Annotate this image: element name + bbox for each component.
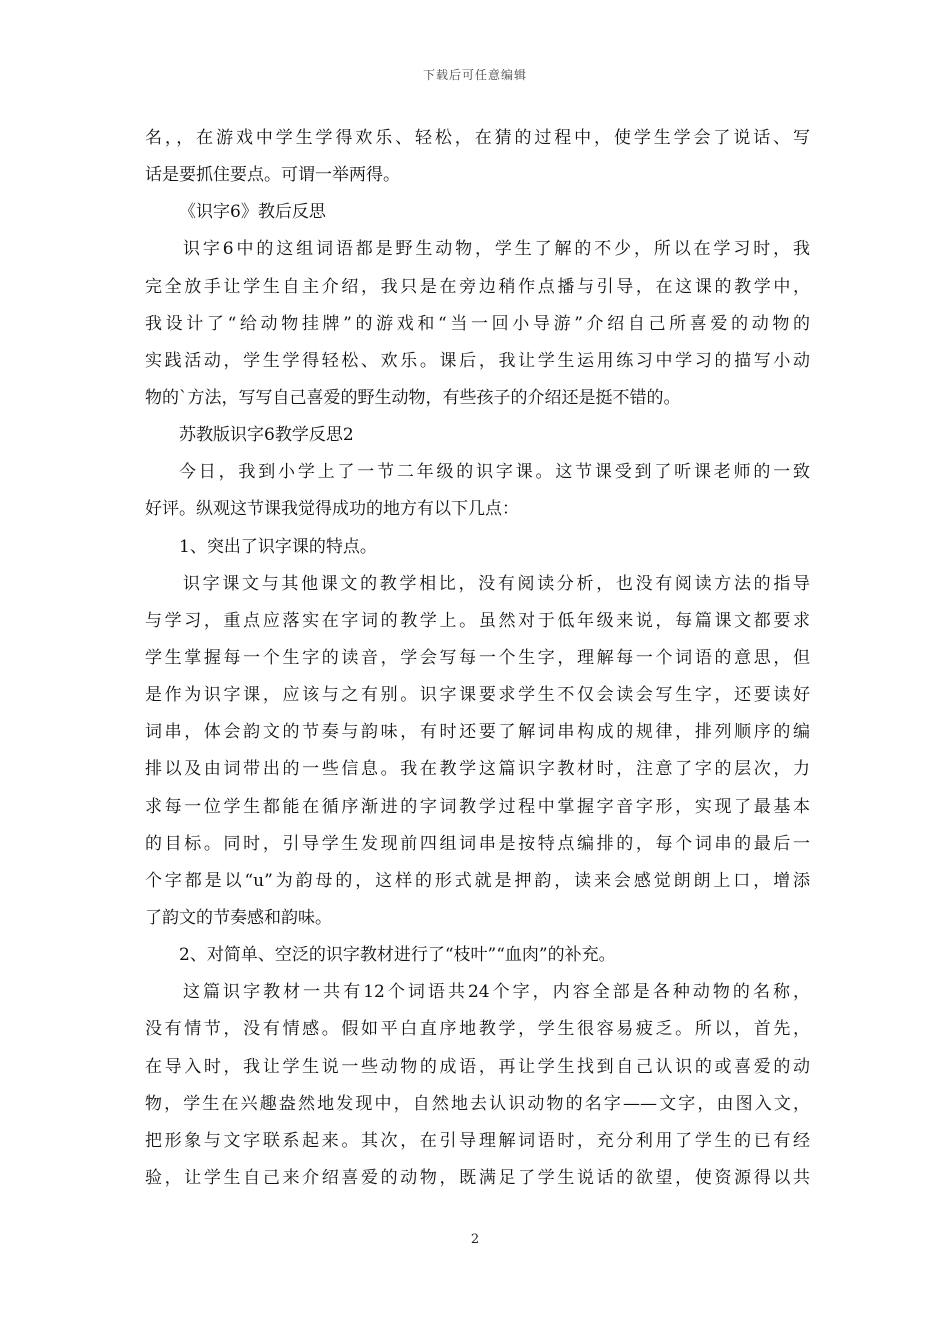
paragraph-line: 没有情节，没有情感。假如平白直序地教学，学生很容易疲乏。所以，首先， [145,1019,810,1040]
paragraph-line: 识字6中的这组词语都是野生动物，学生了解的不少，所以在学习时，我 [183,239,810,260]
section-title: 苏教版识字6教学反思2 [179,425,354,446]
paragraph-line: 排以及由词带出的一些信息。我在教学这篇识字教材时，注意了字的层次，力 [145,759,810,780]
paragraph-line: 实践活动，学生学得轻松、欢乐。课后，我让学生运用练习中学习的描写小动 [145,350,810,371]
paragraph-line: 词串，体会韵文的节奏与韵味，有时还要了解词串构成的规律，排列顺序的编 [145,722,810,743]
document-body [145,120,810,1197]
paragraph-line: 的目标。同时，引导学生发现前四组词串是按特点编排的，每个词串的最后一 [145,833,810,854]
paragraph-line: 今日，我到小学上了一节二年级的识字课。这节课受到了听课老师的一致 [179,462,810,483]
paragraph-line: 好评。纵观这节课我觉得成功的地方有以下几点： [145,499,519,520]
page-header: 下载后可任意编辑 [422,68,527,82]
paragraph-line: 学生掌握每一个生字的读音，学会写每一个生字，理解每一个词语的意思，但 [145,647,810,668]
paragraph-line: 这篇识字教材一共有12个词语共24个字，内容全部是各种动物的名称， [183,982,810,1003]
paragraph-line: 验，让学生自己来介绍喜爱的动物，既满足了学生说话的欲望，使资源得以共 [145,1167,810,1188]
paragraph-line: 了韵文的节奏感和韵味。 [145,907,332,928]
paragraph-line: 名，，在游戏中学生学得欢乐、轻松，在猜的过程中，使学生学会了说话、写 [145,128,810,148]
paragraph-line: 个字都是以“u”为韵母的，这样的形式就是押韵，读来会感觉朗朗上口，增添 [145,870,810,891]
paragraph-line: 识字课文与其他课文的教学相比，没有阅读分析，也没有阅读方法的指导 [183,573,810,594]
paragraph-line: 把形象与文字联系起来。其次，在引导理解词语时，充分利用了学生的已有经 [145,1130,810,1151]
paragraph-line: 与学习，重点应落实在字词的教学上。虽然对于低年级来说，每篇课文都要求 [145,610,810,631]
section-title: 《识字6》教后反思 [179,202,326,223]
paragraph-line: 求每一位学生都能在循序渐进的字词教学过程中掌握字音字形，实现了最基本 [145,796,810,817]
paragraph-line: 是作为识字课，应该与之有别。识字课要求学生不仅会读会写生字，还要读好 [145,685,810,706]
paragraph-line: 我设计了“给动物挂牌”的游戏和“当一回小导游”介绍自己所喜爱的动物的 [145,313,810,334]
paragraph-line: 物的`方法，写写自己喜爱的野生动物，有些孩子的介绍还是挺不错的。 [145,387,681,408]
page-number: 2 [470,1232,480,1247]
paragraph-line: 完全放手让学生自主介绍，我只是在旁边稍作点播与引导，在这课的教学中， [145,276,810,297]
list-heading: 1、突出了识字课的特点。 [179,536,377,557]
list-heading: 2、对简单、空泛的识字教材进行了“枝叶”“血肉”的补充。 [179,945,616,966]
paragraph-line: 在导入时，我让学生说一些动物的成语，再让学生找到自己认识的或喜爱的动 [145,1056,810,1077]
paragraph-line: 物，学生在兴趣盎然地发现中，自然地去认识动物的名字——文字，由图入文， [145,1093,810,1114]
paragraph-line: 话是要抓住要点。可谓一举两得。 [145,165,400,186]
